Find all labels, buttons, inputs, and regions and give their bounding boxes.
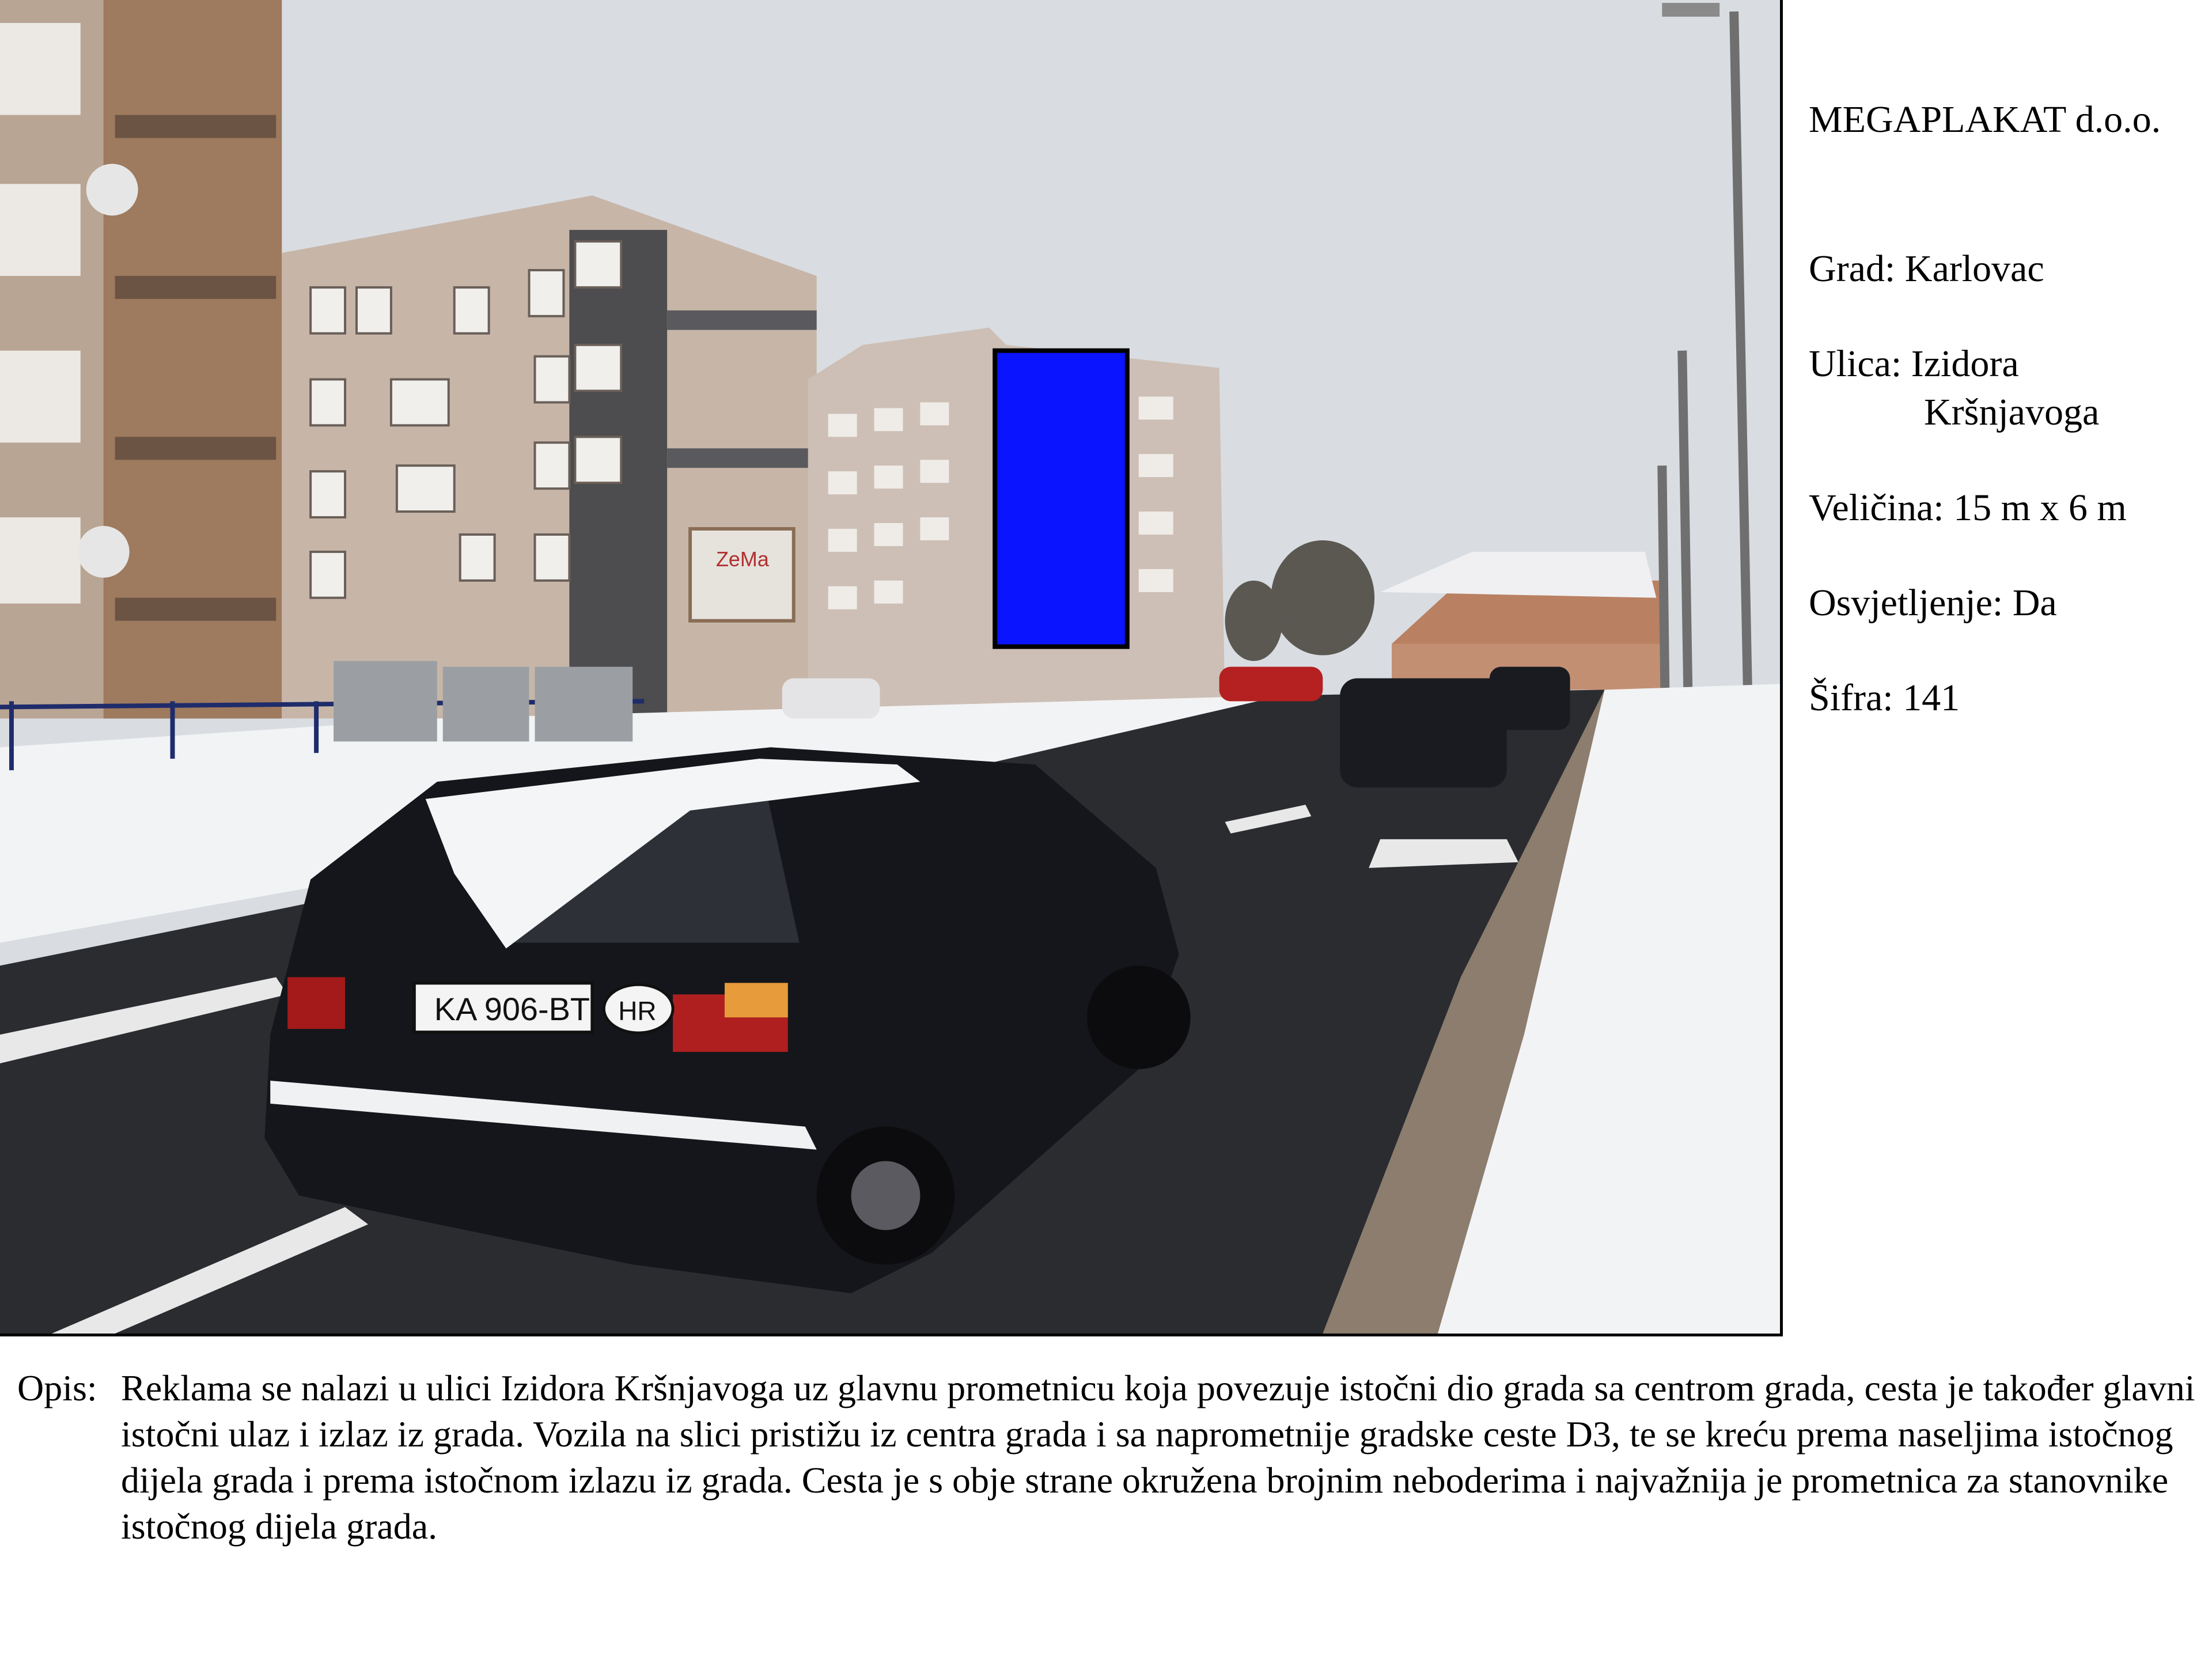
license-plate-text: KA 906-BT [434,991,590,1028]
description-label: Opis: [17,1368,97,1408]
city-label: Grad: [1809,248,1896,290]
description-block [17,1365,2200,1550]
left-apartment-building [0,0,282,718]
street-field [1809,340,2099,437]
city-value: Karlovac [1904,248,2044,290]
code-value: 141 [1903,677,1960,719]
lighting-field [1809,579,2057,627]
company-name: MEGAPLAKAT d.o.o. [1809,99,2161,141]
lighting-label: Osvjetljenje: [1809,582,2003,624]
street-label: Ulica: [1809,343,1902,385]
code-field [1809,674,1960,722]
description-text: Reklama se nalazi u ulici Izidora Kršnjavoga uz glavnu prometnicu koja povezuje istočni dio grada sa centrom grada, cesta je također glavni istočni ulaz i izlaz iz grada. Vozila na slici pristižu iz centra grada i sa naprometnije gradske ceste D3, te se kreću prema naseljima istočnog dijela grada i prema istočnom izlazu iz grada. Cesta je s obje strane okružena brojnim neboderima i najvažnija je prometnica za stanovnike istočnog dijela grada. [121,1368,2195,1547]
street-value: Izidora [1911,343,2019,385]
street-value-cont: Kršnjavoga [1924,391,2100,433]
building-sign-text: ZeMa [715,547,769,571]
size-field [1809,484,2127,532]
billboard-placeholder [995,351,1127,647]
lighting-value: Da [2012,582,2057,624]
size-value: 15 m x 6 m [1953,487,2127,529]
building-wall-sign [690,529,794,621]
city-field [1809,245,2044,293]
size-label: Veličina: [1809,487,1944,529]
billboard-info-panel [1809,0,2206,1336]
description-text-wrap [17,1365,2200,1550]
dumpsters [334,661,632,742]
country-sticker-text: HR [618,996,657,1027]
code-label: Šifra: [1809,677,1893,719]
middle-apartment-building [282,195,816,718]
